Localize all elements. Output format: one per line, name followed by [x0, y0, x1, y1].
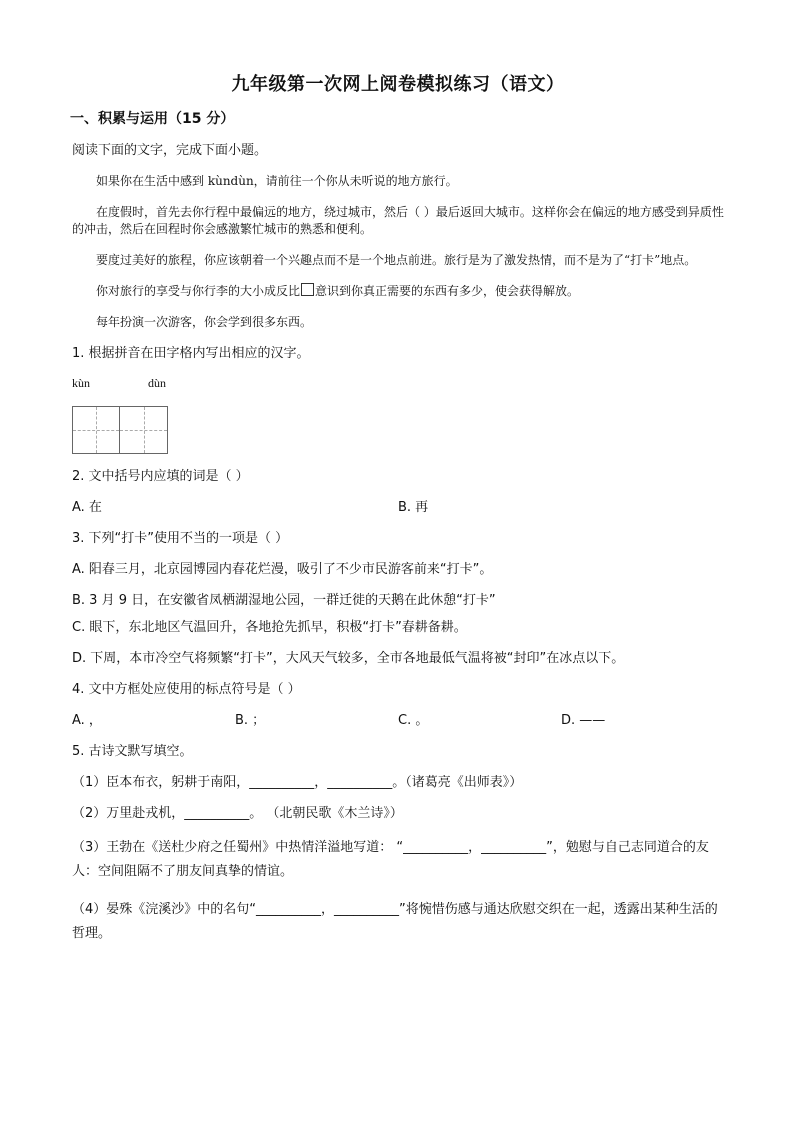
passage-paragraph-4: [72, 283, 724, 300]
option-d[interactable]: D. ——: [561, 713, 606, 728]
pinyin-2: dùn: [148, 376, 166, 390]
passage-paragraph-3: 要度过美好的旅程，你应该朝着一个兴趣点而不是一个地点前进。旅行是为了激发热情，而不是为了“打卡”地点。: [96, 253, 697, 267]
question-1-stem: 1. 根据拼音在田字格内写出相应的汉字。: [72, 346, 310, 361]
option-b[interactable]: B. 再: [398, 500, 429, 515]
section-heading: 一、积累与运用（15 分）: [70, 111, 235, 127]
punctuation-box: [301, 283, 314, 296]
recitation-item-4: （4）晏殊《浣溪沙》中的名句“__________，__________”将惋惜伤感与通达欣慰交织在一起，透露出某种生活的哲理。: [72, 902, 718, 941]
pinyin-1: kùn: [72, 376, 90, 390]
reading-instruction: 阅读下面的文字，完成下面小题。: [72, 143, 268, 158]
option-a[interactable]: A. 在: [72, 500, 102, 515]
page-title: 九年级第一次网上阅卷模拟练习（语文）: [231, 74, 565, 95]
question-3-stem: 3. 下列“打卡”使用不当的一项是（ ）: [72, 531, 289, 546]
recitation-item-3: （3）王勃在《送杜少府之任蜀州》中热情洋溢地写道： “__________，__________”，勉慰与自己志同道合的友人：空间阻隔不了朋友间真挚的情谊。: [72, 840, 709, 879]
question-4-options: [72, 712, 724, 729]
recitation-item-1: （1）臣本布衣，躬耕于南阳，__________，__________。（诸葛亮《出师表》）: [72, 775, 523, 790]
question-2-stem: 2. 文中括号内应填的词是（ ）: [72, 469, 249, 484]
tianzige-cell-1[interactable]: [72, 406, 120, 454]
option-b[interactable]: B. ；: [235, 713, 266, 728]
passage-paragraph-2: 在度假时，首先去你行程中最偏远的地方，绕过城市，然后（ ）最后返回大城市。这样你会在偏远的地方感受到异质性的冲击，然后在回程时你会感激繁忙城市的熟悉和便利。: [72, 205, 724, 236]
tianzige-cell-2[interactable]: [120, 406, 168, 454]
option-b[interactable]: B. 3 月 9 日，在安徽省凤栖湖湿地公园，一群迁徙的天鹅在此休憩“打卡”: [72, 593, 496, 608]
passage-paragraph-5: 每年扮演一次游客，你会学到很多东西。: [96, 315, 313, 329]
recitation-item-2: （2）万里赴戎机，__________。 （北朝民歌《木兰诗》）: [72, 806, 403, 821]
option-d[interactable]: D. 下周，本市冷空气将频繁“打卡”，大风天气较多，全市各地最低气温将被“封印”在冰点以下。: [72, 651, 625, 666]
question-4-stem: 4. 文中方框处应使用的标点符号是（ ）: [72, 682, 301, 697]
option-c[interactable]: C. 眼下，东北地区气温回升，各地抢先抓早，积极“打卡”春耕备耕。: [72, 620, 467, 635]
passage-p4-before: 你对旅行的享受与你行李的大小成反比: [96, 284, 301, 298]
exam-page: [72, 60, 724, 960]
passage-p4-after: 意识到你真正需要的东西有多少，使会获得解放。: [315, 284, 580, 298]
tianzige-grid: [72, 406, 724, 454]
question-5-stem: 5. 古诗文默写填空。: [72, 744, 193, 759]
option-a[interactable]: A. ，: [72, 713, 102, 728]
pinyin-row: [72, 376, 724, 392]
option-a[interactable]: A. 阳春三月，北京园博园内春花烂漫，吸引了不少市民游客前来“打卡”。: [72, 562, 493, 577]
option-c[interactable]: C. 。: [398, 713, 429, 728]
question-2-options: [72, 499, 724, 516]
passage-paragraph-1: 如果你在生活中感到 kùndùn，请前往一个你从未听说的地方旅行。: [96, 174, 458, 188]
